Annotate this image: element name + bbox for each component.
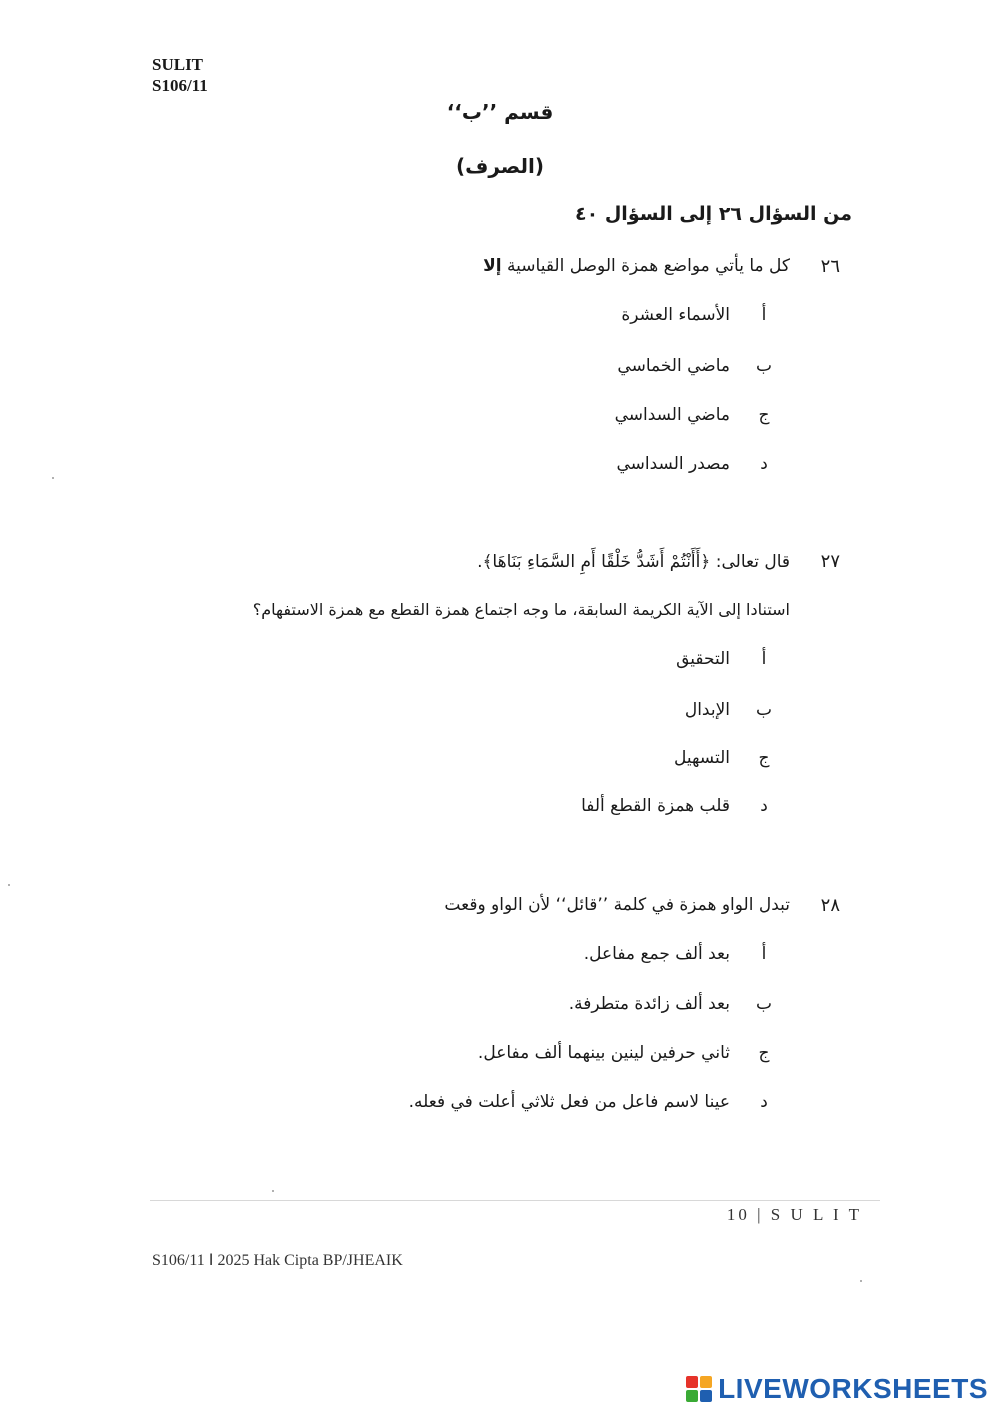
logo-square-blue xyxy=(700,1390,712,1402)
option-letter: د xyxy=(760,796,768,816)
option-letter: ج xyxy=(758,1043,770,1063)
option-letter: د xyxy=(760,1092,768,1112)
question-26-stem: كل ما يأتي مواضع همزة الوصل القياسية xyxy=(507,256,790,276)
option-27-a[interactable]: التحقيق xyxy=(676,649,730,669)
liveworksheets-logo[interactable] xyxy=(686,1372,988,1406)
section-subtitle: (الصرف) xyxy=(455,154,545,178)
question-26-text xyxy=(483,256,790,276)
footer-divider xyxy=(150,1200,880,1201)
option-27-b[interactable]: الإبدال xyxy=(684,700,730,720)
option-letter: ب xyxy=(755,994,772,1014)
scan-speck xyxy=(8,884,10,886)
liveworksheets-wordmark: LIVEWORKSHEETS xyxy=(718,1373,988,1404)
question-range: من السؤال ٢٦ إلى السؤال ٤٠ xyxy=(575,203,852,225)
question-27-verse: قال تعالى: ﴿أَأَنْتُمْ أَشَدُّ خَلْقًا أَمِ السَّمَاءِ بَنَاهَا﴾. xyxy=(477,552,790,572)
question-26-number: ٢٦ xyxy=(820,256,840,277)
option-26-a[interactable]: الأسماء العشرة xyxy=(621,305,730,325)
liveworksheets-logo-icon xyxy=(686,1376,712,1402)
question-26-exception-word: إلا xyxy=(483,256,502,276)
logo-square-red xyxy=(686,1376,698,1388)
option-letter: ج xyxy=(758,405,770,425)
option-27-c[interactable]: التسهيل xyxy=(673,748,730,768)
question-28-text: تبدل الواو همزة في كلمة ’’قائل‘‘ لأن الواو وقعت xyxy=(444,895,790,915)
classification-label: SULIT xyxy=(152,55,204,74)
copyright-notice: S106/11 Ⅰ 2025 Hak Cipta BP/JHEAIK xyxy=(152,1252,403,1269)
page-number: 10 | S U L I T xyxy=(726,1205,862,1224)
scan-speck xyxy=(860,1280,862,1282)
option-letter: ب xyxy=(755,356,772,376)
logo-square-orange xyxy=(700,1376,712,1388)
scan-speck xyxy=(272,1190,274,1192)
paper-code: S106/11 xyxy=(152,76,208,95)
question-27-text: استنادا إلى الآية الكريمة السابقة، ما وجه اجتماع همزة القطع مع همزة الاستفهام؟ xyxy=(252,600,790,619)
option-26-d[interactable]: مصدر السداسي xyxy=(616,454,730,474)
option-letter: أ xyxy=(761,944,767,964)
option-26-c[interactable]: ماضي السداسي xyxy=(614,405,730,425)
document-header xyxy=(152,54,208,96)
section-title: قسم ’’ب‘‘ xyxy=(446,100,554,124)
option-28-d[interactable]: عينا لاسم فاعل من فعل ثلاثي أعلت في فعله. xyxy=(408,1092,730,1112)
option-28-a[interactable]: بعد ألف جمع مفاعل. xyxy=(583,944,730,964)
option-28-c[interactable]: ثاني حرفين لينين بينهما ألف مفاعل. xyxy=(477,1043,730,1063)
option-letter: ج xyxy=(758,748,770,768)
logo-square-green xyxy=(686,1390,698,1402)
option-letter: أ xyxy=(761,649,767,669)
question-27-number: ٢٧ xyxy=(820,551,840,572)
scan-speck xyxy=(52,477,54,479)
option-27-d[interactable]: قلب همزة القطع ألفا xyxy=(581,796,730,816)
option-28-b[interactable]: بعد ألف زائدة متطرفة. xyxy=(568,994,730,1014)
option-letter: د xyxy=(760,454,768,474)
option-26-b[interactable]: ماضي الخماسي xyxy=(617,356,730,376)
option-letter: ب xyxy=(755,700,772,720)
option-letter: أ xyxy=(761,305,767,325)
question-28-number: ٢٨ xyxy=(820,895,840,916)
